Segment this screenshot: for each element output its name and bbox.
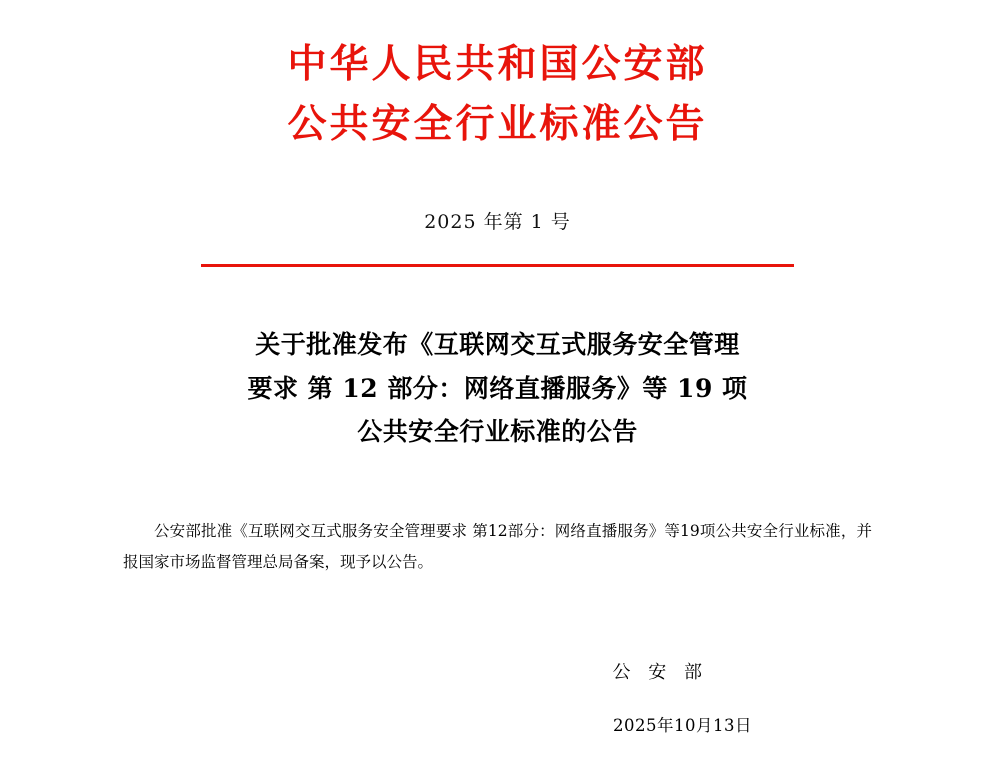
issue-number: 2025 年第 1 号 [424,210,571,233]
document-body [115,516,880,578]
page-title-line-2: 要求 第 12 部分：网络直播服务》等 19 项 [247,373,748,403]
masthead-line-2: 公共安全行业标准公告 [287,101,708,148]
page-title [115,323,880,454]
page-title-line-1: 关于批准发布《互联网交互式服务安全管理 [255,329,740,359]
red-divider-rule [201,264,794,267]
masthead-line-1: 中华人民共和国公安部 [287,41,708,87]
issuing-authority-signature: 公 安 部 [612,662,708,684]
body-paragraph: 公安部批准《互联网交互式服务安全管理要求 第12部分：网络直播服务》等19项公共安全行业标准，并报国家市场监督管理总局备案，现予以公告。 [123,522,872,572]
issue-date: 2025年10月13日 [613,716,752,736]
page-title-line-3: 公共安全行业标准的公告 [357,417,638,447]
masthead [115,0,880,155]
